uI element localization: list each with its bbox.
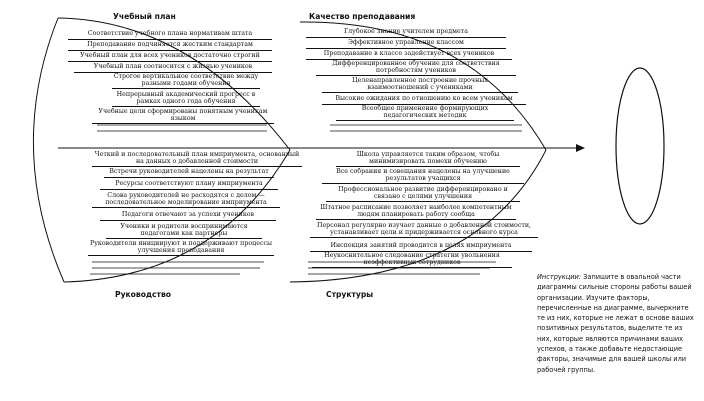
instructions-lead: Инструкции: (537, 273, 582, 281)
list-item: Непрерывный академический прогресс в рамках одного года обучения (112, 92, 260, 107)
category-curriculum: Учебный план (113, 12, 176, 21)
category-leadership: Руководство (115, 290, 171, 299)
spine-arrowhead (576, 144, 585, 152)
list-item: Целенаправленное построение прочных взаимоотношений с учениками (322, 78, 518, 93)
list-item: Педагоги отвечают за успехи учеников (100, 212, 276, 221)
list-item: Всеобщее применение формирующих педагогических методик (336, 106, 514, 121)
list-item: Ресурсы соответствуют плану имприумента (100, 181, 278, 190)
list-item: Инспекция занятий проводится в целях имприумента (310, 243, 532, 252)
list-item: Штатное расписание позволяет наиболее компетентным людям планировать работу сообща (316, 205, 516, 220)
list-item: Школа управляется таким образом, чтобы минимизировать помехи обучению (336, 152, 520, 167)
strengths-oval[interactable] (616, 68, 664, 224)
list-item: Руководители инициируют и поддерживают процессы улучшения преподавания (88, 241, 274, 256)
list-item: Встречи руководителей нацелены на результат (104, 169, 274, 178)
list-item: Учебный план соотносится с жизнью учеников (74, 64, 272, 73)
top-right-blank-lines (330, 125, 522, 131)
list-item: Глубокое знание учителем предмета (306, 29, 506, 38)
list-item: Соответствие учебного плана нормативам штата (68, 31, 272, 40)
left-outer-arc (33, 18, 64, 282)
list-item: Преподавание в классе задействует всех учеников (306, 51, 512, 60)
category-structures: Структуры (326, 290, 374, 299)
list-item: Эффективное управление классом (306, 40, 506, 49)
list-item: Персонал регулярно изучает данные о добавленной стоимости, устанавливает цели и придерживается основного курса (310, 223, 538, 238)
list-item: Высокие ожидания по отношению ко всем ученикам (322, 96, 526, 105)
instructions-body: Запишите в овальной части диаграммы сильные стороны работы вашей организации. Изучите факторы, перечисленные на диаграмме, вычеркните те из них, которые не лежат в основе ваших позитивных результатов, выделите те из них, которые являются причинами ваших успехов, а также добавьте недостающие факторы, значимые для вашей школы или рабочей группы. (537, 273, 694, 374)
list-item: Профессиональное развитие дифференцировано и связано с целями улучшения (326, 187, 520, 202)
list-item: Четкий и последовательный план имприумента, основанный на данных о добавленной стоимости (92, 152, 302, 167)
top-left-blank-lines (97, 125, 267, 131)
list-item: Слова руководителей не расходятся с делом — последовательное моделирование имприумента (92, 193, 280, 208)
list-item: Ученики и родители воспринимаются педагогами как партнеры (106, 224, 262, 239)
list-item: Преподавание подчиняется жестким стандартам (68, 42, 272, 51)
bottom-left-blank-lines (90, 262, 264, 274)
list-item: Дифференцированное обучение для соответствия потребностям учеников (316, 61, 516, 76)
list-item: Учебные цели сформированы понятным ученикам языком (92, 109, 274, 124)
list-item: Все собрания и совещания нацелены на улучшение результатов учащихся (322, 169, 524, 184)
list-item: Строгое вертикальное соответствие между разными годами обучения (112, 74, 260, 89)
list-item: Учебный план для всех учеников достаточно строгий (68, 53, 272, 62)
instructions-text (537, 272, 697, 375)
category-teaching-quality: Качество преподавания (309, 12, 416, 21)
list-item: Неукоснительное следование стратегии увольнения неэффективных сотрудников (312, 253, 512, 268)
